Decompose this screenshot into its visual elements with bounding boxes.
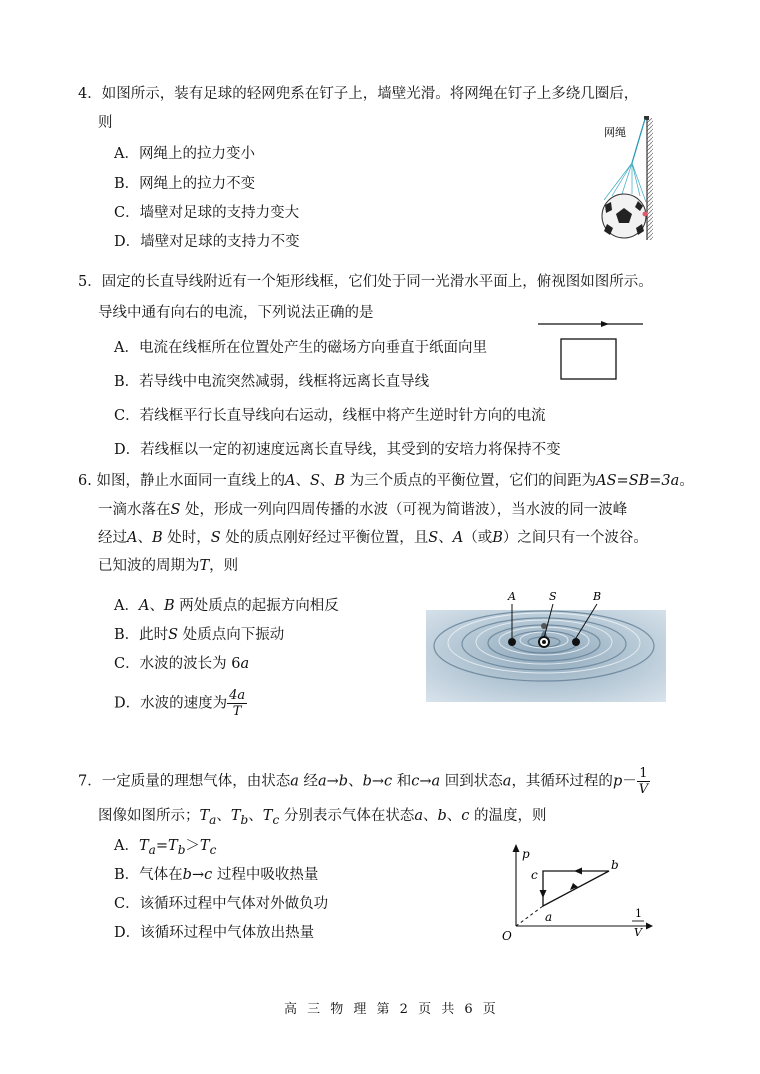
page-footer: 高 三 物 理 第 2 页 共 6 页 [284,1002,499,1017]
q4-option-b: B．网绳上的拉力不变 [114,176,256,192]
q6-option-a: A．A、B 两处质点的起振方向相反 [114,598,339,614]
label-A: A [508,590,516,603]
origin-label: O [502,929,512,943]
q5-stem: 5．固定的长直导线附近有一个矩形线框，它们处于同一光滑水平面上，俯视图如图所示。 [78,274,653,290]
rope-label: 网绳 [604,126,626,139]
q4-option-a: A．网绳上的拉力变小 [114,146,255,162]
rope [632,119,645,163]
axis-label-p: p [522,847,530,861]
q7-option-b: B．气体在b→c 过程中吸收热量 [114,867,319,883]
q6-water-wave-figure [426,588,666,702]
q7-p-inverse-v-graph [496,838,656,950]
q5-option-b: B．若导线中电流突然减弱，线框将远离长直导线 [114,374,430,390]
point-B [572,638,580,646]
q5-wire-loop-figure [535,316,650,386]
state-c-label: c [531,868,538,882]
current-arrow [601,321,609,327]
q4-option-c: C．墙壁对足球的支持力变大 [114,205,300,221]
q7-stem-line2: 图像如图所示；$T_a$、$T_b$、$T_c$ 分别表示气体在状态a、b、c 的温度，则 [98,808,547,827]
point-A [508,638,516,646]
state-a-label: a [545,910,553,924]
label-S: S [549,590,557,603]
cycle-path [543,871,609,906]
q6-option-d-fraction: $\frac{4a}{T}$ [229,688,246,719]
wall [647,118,653,240]
q4-stem-cont: 则 [98,115,113,131]
q6-stem-line3: 经过A、B 处时，S 处的质点刚好经过平衡位置，且S、A（或B）之间只有一个波谷。 [98,530,648,546]
q4-football-net-figure [592,110,664,245]
label-B: B [593,590,602,603]
q5-option-d: D．若线框以一定的初速度远离长直导线，其受到的安培力将保持不变 [114,442,561,458]
q6-stem-line2: 一滴水落在S 处，形成一列向四周传播的水波（可视为简谐波），当水波的同一波峰 [98,502,628,518]
arrow-c-a [540,890,547,898]
q6-stem-line4: 已知波的周期为T，则 [98,558,239,574]
axis-label-1: 1 [635,907,642,920]
q6-option-b: B．此时S 处质点向下振动 [114,627,285,643]
q7-option-a: A．$T_a=T_b>T_c$ [114,838,217,857]
q7-stem-line1: 7．一定质量的理想气体，由状态a 经a→b、b→c 和c→a 回到状态a，其循环过程的p－ $\frac{1}{V}$ [78,766,649,797]
origin-dashed-line [516,906,543,926]
q5-option-c: C．若线框平行长直导线向右运动，线框中将产生逆时针方向的电流 [114,408,546,424]
q4-option-d: D．墙壁对足球的支持力不变 [114,234,300,250]
q7-option-d: D．该循环过程中气体放出热量 [114,925,315,941]
rectangular-loop [561,339,616,379]
q6-stem-line1: 6. 如图，静止水面同一直线上的A、S、B 为三个质点的平衡位置，它们的间距为AS=SB=3a。 [78,473,694,489]
arrow-b-c [574,868,582,875]
axis-label-V: V [634,926,642,939]
q4-stem: 4．如图所示，装有足球的轻网兜系在钉子上，墙壁光滑。将网绳在钉子上多绕几圈后， [78,86,639,102]
state-b-label: b [611,858,619,872]
q7-inverse-volume-fraction: $\frac{1}{V}$ [638,766,649,797]
q5-option-a: A．电流在线框所在位置处产生的磁场方向垂直于纸面向里 [114,340,487,356]
q6-option-c: C．水波的波长为 6a [114,656,250,672]
q5-stem-cont: 导线中通有向右的电流，下列说法正确的是 [98,305,374,321]
q6-option-d: D．水波的速度为 $\frac{4a}{T}$ [114,688,246,719]
q7-option-c: C．该循环过程中气体对外做负功 [114,896,329,912]
